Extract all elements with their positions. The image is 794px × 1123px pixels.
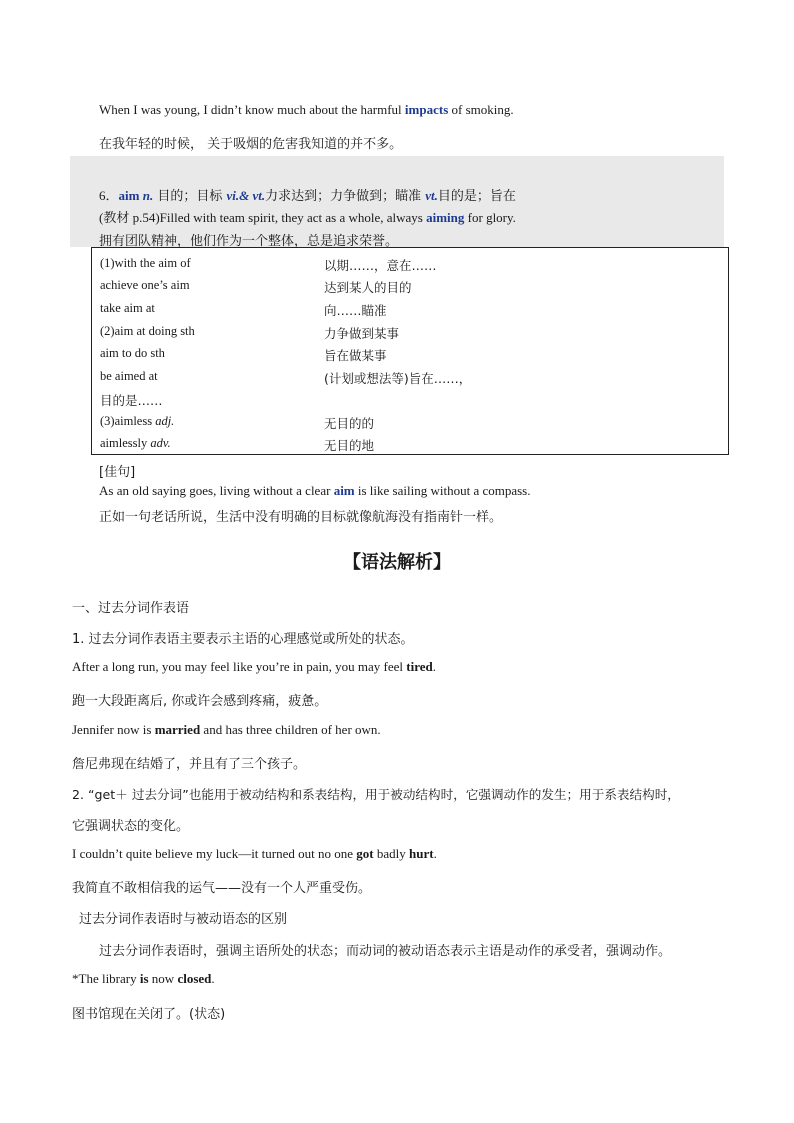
keyword: aim [333, 483, 355, 498]
keyword: closed [177, 971, 212, 986]
example-text: is like sailing without a compass. [354, 483, 531, 498]
grammar-example-cn: 我简直不敢相信我的运气——没有一个人严重受伤。 [72, 881, 372, 896]
example-text: Filled with team spirit, they act as a whole, always [159, 210, 427, 225]
phrase-en: (2)aim at doing sth [100, 324, 195, 338]
impact-example-cn: 在我年轻的时候， 关于吸烟的危害我知道的并不多。 [99, 137, 403, 152]
phrase-box [91, 247, 729, 455]
example-text: . [433, 846, 437, 861]
phrase-cn: 达到某人的目的 [324, 280, 412, 295]
grammar-example-en [72, 722, 381, 738]
part-of-speech: n. [142, 188, 154, 203]
keyword: married [154, 722, 201, 737]
example-text: *The library [72, 971, 140, 986]
phrase-cn: (计划或想法等)旨在……， [324, 371, 472, 386]
definition: 目的是；旨在 [437, 189, 516, 204]
example-text: As an old saying goes, living without a clear [99, 483, 334, 498]
keyword: impacts [404, 102, 449, 117]
phrase-en: take aim at [100, 301, 155, 315]
grammar-example-cn: 詹尼弗现在结婚了，并且有了三个孩子。 [72, 757, 307, 772]
phrase-en: (1)with the aim of [100, 256, 191, 270]
example-text: now [148, 971, 178, 986]
subsection-title: 一、过去分词作表语 [72, 601, 190, 616]
definition: 目的；目标 [153, 189, 227, 204]
phrase-en: be aimed at [100, 369, 158, 383]
grammar-example-en [72, 659, 436, 675]
example-text: Jennifer now is [72, 722, 155, 737]
entry-number: 6． [99, 188, 119, 203]
example-text: badly [373, 846, 409, 861]
phrase-en [100, 436, 171, 451]
grammar-example-cn: 跑一大段距离后, 你或许会感到疼痛，疲惫。 [72, 694, 328, 709]
grammar-explanation: 过去分词作表语时，强调主语所处的状态；而动词的被动语态表示主语是动作的承受者，强调动作。 [99, 944, 672, 959]
example-text: and has three children of her own. [200, 722, 381, 737]
definition: 力求达到；力争做到；瞄准 [265, 189, 426, 204]
grammar-point: 2. “get＋ 过去分词”也能用于被动结构和系表结构，用于被动结构时，它强调动作的发生；用于系表结构时， [72, 787, 680, 802]
example-text: for glory. [464, 210, 516, 225]
source-reference: (教材 p.54) [99, 210, 160, 225]
aim-entry-example [99, 207, 516, 226]
part-of-speech: vt. [425, 188, 438, 203]
subsection-title: 过去分词作表语时与被动语态的区别 [79, 912, 288, 927]
section-heading: 【语法解析】 [343, 552, 451, 573]
phrase-cn: 无目的地 [324, 438, 375, 453]
keyword: hurt [409, 846, 434, 861]
example-text: I couldn’t quite believe my luck—it turned out no one [72, 846, 357, 861]
phrase-word: aimlessly [100, 436, 151, 450]
good-sentence-en [99, 483, 530, 499]
example-text: of smoking. [448, 102, 514, 117]
grammar-example-en [72, 846, 437, 862]
grammar-example-cn: 图书馆现在关闭了。(状态) [72, 1007, 226, 1022]
headword: aim [118, 188, 140, 203]
example-text: . [432, 659, 437, 674]
phrase-cn: 以期……，意在…… [324, 258, 437, 273]
grammar-example-en [72, 971, 215, 987]
example-text: After a long run, you may feel like you’re in pain, you may feel [72, 659, 407, 674]
good-sentence-cn: 正如一句老话所说，生活中没有明确的目标就像航海没有指南针一样。 [99, 510, 503, 525]
keyword: is [139, 971, 149, 986]
phrase-en: achieve one’s aim [100, 278, 190, 292]
example-text: When I was young, I didn’t know much about the harmful [99, 102, 405, 117]
grammar-point-cont: 它强调状态的变化。 [72, 819, 190, 834]
part-of-speech: vi.& vt. [226, 188, 266, 203]
grammar-point: 1. 过去分词作表语主要表示主语的心理感觉或所处的状态。 [72, 632, 414, 647]
phrase-cn: 力争做到某事 [324, 326, 400, 341]
good-sentence-label: [佳句] [99, 465, 136, 480]
impact-example-en [99, 102, 514, 118]
phrase-en [100, 414, 174, 429]
aim-entry-example-cn: 拥有团队精神，他们作为一个整体，总是追求荣誉。 [99, 234, 399, 249]
example-text: . [211, 971, 215, 986]
phrase-en: aim to do sth [100, 346, 165, 360]
phrase-en: 目的是…… [100, 393, 163, 408]
part-of-speech: adv. [150, 436, 171, 450]
part-of-speech: adj. [155, 414, 175, 428]
phrase-cn: 旨在做某事 [324, 348, 387, 363]
phrase-cn: 向……瞄准 [324, 303, 387, 318]
phrase-cn: 无目的的 [324, 416, 375, 431]
keyword: tired [406, 659, 433, 674]
keyword: aiming [426, 210, 465, 225]
aim-entry-headword [99, 185, 516, 204]
phrase-word: (3)aimless [100, 414, 156, 428]
keyword: got [356, 846, 374, 861]
